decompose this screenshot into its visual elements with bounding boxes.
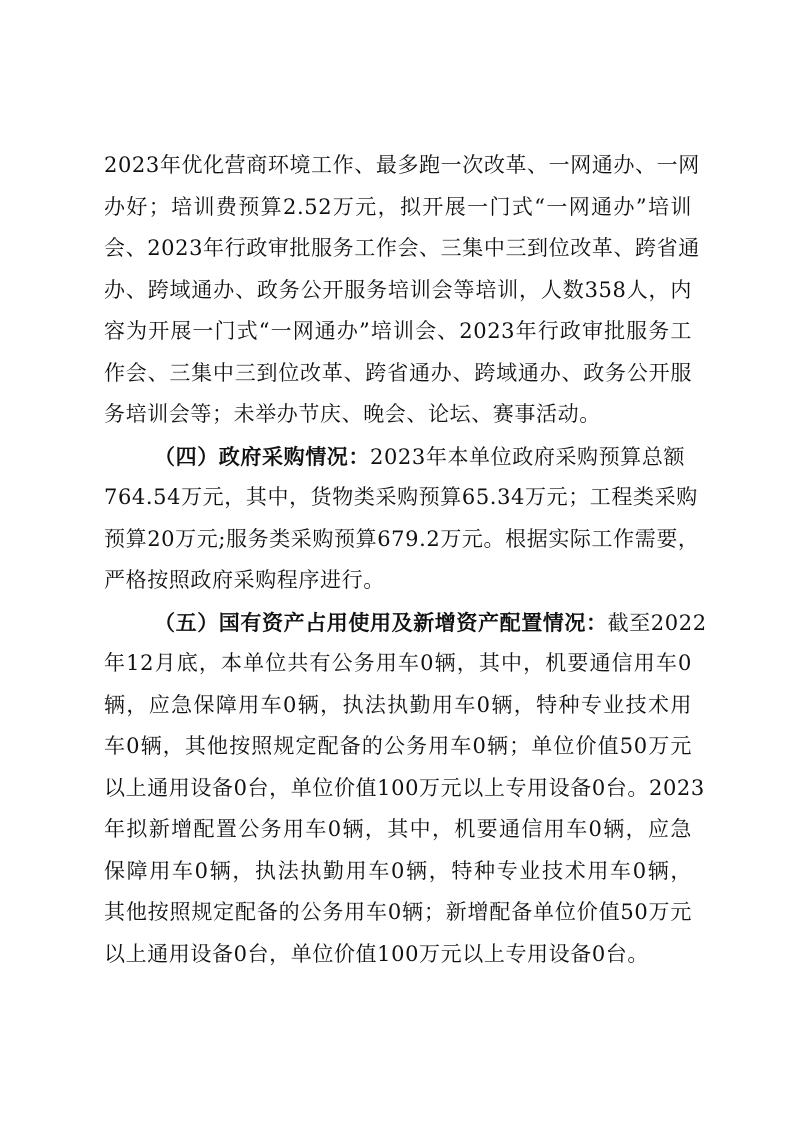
text-line: 以上通用设备0台，单位价值100万元以上专用设备0台。 xyxy=(104,941,650,966)
body-text xyxy=(104,145,707,975)
assets-heading: （五）国有资产占用使用及新增资产配置情况： xyxy=(154,609,608,635)
text-line: 车0辆，其他按照规定配备的公务用车0辆；单位价值50万元 xyxy=(104,734,692,758)
text-line: 务培训会等；未举办节庆、晚会、论坛、赛事活动。 xyxy=(104,402,601,426)
assets-section xyxy=(104,602,707,976)
text-line: 其他按照规定配备的公务用车0辆；新增配备单位价值50万元 xyxy=(104,900,692,924)
procurement-first-line-text: 2023年本单位政府采购预算总额 xyxy=(370,444,686,469)
assets-first-line xyxy=(104,602,707,644)
text-line: 2023年优化营商环境工作、最多跑一次改革、一网通办、一网 xyxy=(104,153,700,177)
training-paragraph xyxy=(104,145,700,436)
text-line: 预算20万元;服务类采购预算679.2万元。根据实际工作需要， xyxy=(104,526,700,551)
text-line: 办、跨域通办、政务公开服务培训会等培训，人数358人，内 xyxy=(104,277,692,302)
text-line: 年拟新增配置公务用车0辆，其中，机要通信用车0辆，应急 xyxy=(104,817,692,841)
text-line: 保障用车0辆，执法执勤用车0辆，特种专业技术用车0辆， xyxy=(104,858,692,883)
text-line: 年12月底，本单位共有公务用车0辆，其中，机要通信用车0 xyxy=(104,651,692,675)
text-line: 会、2023年行政审批服务工作会、三集中三到位改革、跨省通 xyxy=(104,236,700,260)
procurement-section xyxy=(104,436,700,602)
text-line: 辆，应急保障用车0辆，执法执勤用车0辆，特种专业技术用 xyxy=(104,692,692,717)
procurement-heading: （四）政府采购情况： xyxy=(154,443,370,469)
text-line: 容为开展一门式“一网通办”培训会、2023年行政审批服务工 xyxy=(104,319,692,343)
text-line: 以上通用设备0台，单位价值100万元以上专用设备0台。2023 xyxy=(104,775,705,800)
text-line: 办好；培训费预算2.52万元，拟开展一门式“一网通办”培训 xyxy=(104,194,692,219)
procurement-first-line xyxy=(104,436,692,478)
text-line: 764.54万元，其中，货物类采购预算65.34万元；工程类采购 xyxy=(104,485,698,509)
text-line: 严格按照政府采购程序进行。 xyxy=(104,568,385,592)
text-line: 作会、三集中三到位改革、跨省通办、跨域通办、政务公开服 xyxy=(104,360,692,385)
assets-first-line-text: 截至2022 xyxy=(607,610,707,635)
